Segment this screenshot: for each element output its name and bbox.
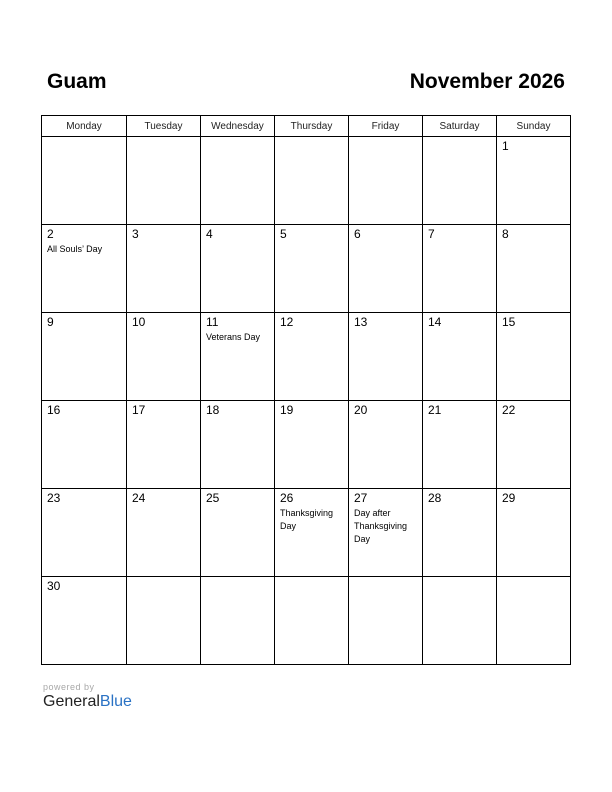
day-number: 2: [47, 227, 54, 241]
day-cell: [201, 401, 275, 489]
weekday-header: Wednesday: [201, 116, 275, 137]
weekday-header: Sunday: [497, 116, 571, 137]
week-row: [42, 489, 571, 577]
footer-brand: [43, 682, 132, 711]
day-number: 26: [280, 491, 294, 505]
day-number: 5: [280, 227, 287, 241]
generalblue-logo[interactable]: [43, 693, 132, 711]
day-cell: [349, 137, 423, 225]
location-title: Guam: [47, 70, 107, 93]
week-row: [42, 225, 571, 313]
week-row: [42, 401, 571, 489]
day-number: 29: [502, 491, 516, 505]
holiday-label: Veterans Day: [206, 332, 261, 342]
day-number: 1: [502, 139, 509, 153]
day-cell: [349, 225, 423, 313]
day-number: 19: [280, 403, 294, 417]
day-number: 20: [354, 403, 368, 417]
weekday-header: Thursday: [275, 116, 349, 137]
day-cell: [201, 313, 275, 401]
day-number: 7: [428, 227, 435, 241]
day-cell: [349, 313, 423, 401]
day-cell: [42, 489, 127, 577]
day-cell: [127, 313, 201, 401]
brand-general: General: [43, 693, 100, 710]
day-cell: [201, 577, 275, 665]
day-cell: [349, 577, 423, 665]
weekday-header: Monday: [42, 116, 127, 137]
day-cell: [423, 489, 497, 577]
day-cell: [275, 313, 349, 401]
day-cell: [497, 225, 571, 313]
day-cell: [349, 489, 423, 577]
brand-blue: Blue: [99, 693, 132, 710]
weekday-header: Tuesday: [127, 116, 201, 137]
day-cell: [201, 225, 275, 313]
day-number: 10: [132, 315, 146, 329]
holiday-label: Day after Thanksgiving Day: [354, 508, 408, 544]
holiday-label: Thanksgiving Day: [280, 508, 334, 531]
day-number: 18: [206, 403, 220, 417]
day-cell: [497, 577, 571, 665]
day-number: 12: [280, 315, 294, 329]
day-cell: [497, 137, 571, 225]
weekday-header-row: [42, 116, 571, 137]
day-number: 4: [206, 227, 213, 241]
day-number: 30: [47, 579, 61, 593]
day-cell: [127, 401, 201, 489]
day-cell: [127, 577, 201, 665]
day-cell: [423, 401, 497, 489]
day-cell: [275, 225, 349, 313]
powered-by-text: powered by: [43, 682, 95, 692]
day-cell: [42, 137, 127, 225]
day-cell: [127, 225, 201, 313]
calendar-grid: [41, 115, 571, 665]
day-number: 8: [502, 227, 509, 241]
day-cell: [497, 489, 571, 577]
day-number: 16: [47, 403, 61, 417]
weekday-header: Friday: [349, 116, 423, 137]
day-number: 28: [428, 491, 442, 505]
day-cell: [275, 137, 349, 225]
day-number: 13: [354, 315, 368, 329]
day-cell: [275, 577, 349, 665]
month-year-title: November 2026: [409, 70, 565, 93]
day-cell: [127, 489, 201, 577]
day-number: 25: [206, 491, 220, 505]
day-number: 23: [47, 491, 61, 505]
day-cell: [423, 577, 497, 665]
day-cell: [201, 137, 275, 225]
day-cell: [275, 401, 349, 489]
day-cell: [275, 489, 349, 577]
week-row: [42, 313, 571, 401]
day-cell: [497, 313, 571, 401]
day-cell: [349, 401, 423, 489]
day-number: 17: [132, 403, 146, 417]
day-cell: [42, 577, 127, 665]
day-cell: [423, 225, 497, 313]
day-number: 15: [502, 315, 516, 329]
day-cell: [42, 401, 127, 489]
day-number: 11: [206, 315, 219, 329]
week-row: [42, 577, 571, 665]
day-cell: [201, 489, 275, 577]
day-cell: [497, 401, 571, 489]
day-number: 9: [47, 315, 54, 329]
day-cell: [127, 137, 201, 225]
day-number: 24: [132, 491, 146, 505]
day-number: 22: [502, 403, 516, 417]
day-number: 27: [354, 491, 368, 505]
day-cell: [42, 313, 127, 401]
holiday-label: All Souls’ Day: [47, 244, 103, 254]
day-number: 21: [428, 403, 442, 417]
day-number: 14: [428, 315, 442, 329]
day-cell: [42, 225, 127, 313]
day-number: 6: [354, 227, 361, 241]
week-row: [42, 137, 571, 225]
day-number: 3: [132, 227, 139, 241]
day-cell: [423, 313, 497, 401]
day-cell: [423, 137, 497, 225]
weekday-header: Saturday: [423, 116, 497, 137]
